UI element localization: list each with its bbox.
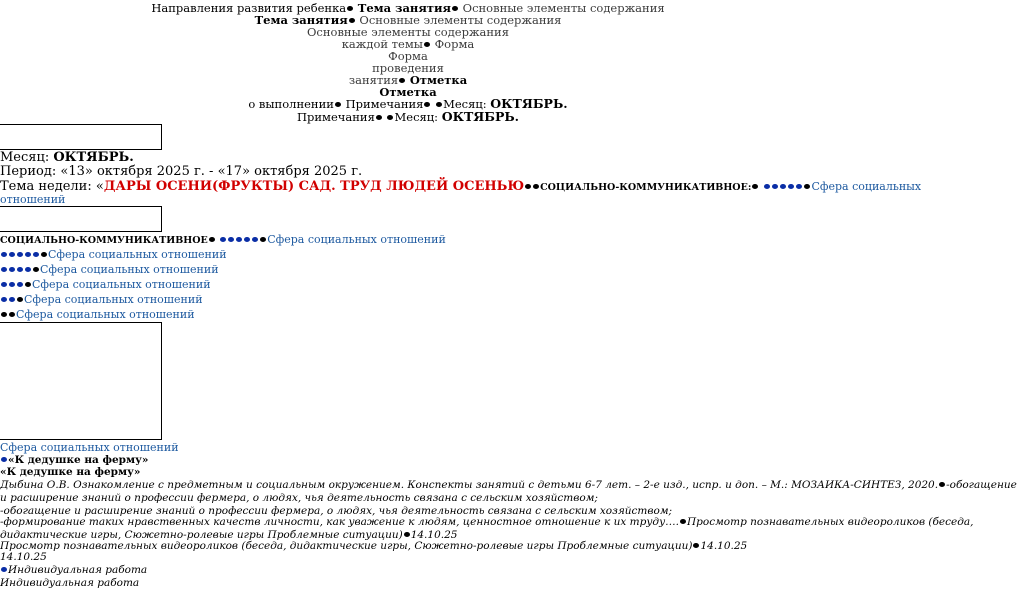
bullet-icon — [764, 184, 770, 189]
bullet-icon — [9, 297, 15, 302]
bullet-icon — [33, 267, 39, 272]
bullet-icon — [693, 543, 699, 548]
social-sphere-link[interactable]: Сфера социальных отношений — [48, 248, 227, 261]
lesson-activity: Просмотр познавательных видеороликов (беседа, дидактические игры, Сюжетно-ролевые игры Проблемные ситуации) — [0, 540, 693, 552]
header-mark: Отметка — [409, 73, 468, 87]
bullet-icon — [525, 184, 531, 189]
empty-cell-box — [0, 124, 162, 150]
header-content: Основные элементы содержания — [359, 13, 562, 27]
social-row — [0, 278, 211, 291]
social-sphere-link[interactable]: Сфера социальных отношений — [24, 293, 203, 306]
bullet-icon — [1, 297, 7, 302]
social-sphere-link[interactable]: Сфера социальных — [811, 180, 922, 193]
lesson-source-line — [0, 479, 1017, 492]
bullet-icon — [1, 567, 7, 572]
header-lesson-topic: Тема занятия — [357, 1, 451, 15]
empty-cell-box — [0, 206, 162, 232]
bullet-icon — [335, 102, 341, 107]
bullet-icon — [25, 267, 31, 272]
lesson-goal: -обогащение и расширение знаний о профессии фермера, о людях, чья деятельность связана с сельским хозяйством; — [0, 505, 673, 517]
header-content: Основные элементы содержания — [462, 1, 665, 15]
bullet-icon — [228, 237, 234, 242]
header-each-topic: каждой темы — [341, 37, 423, 51]
social-row — [0, 293, 203, 306]
individual-work-line — [0, 564, 147, 577]
bullet-icon — [804, 184, 810, 189]
header-month-label: Месяц: — [394, 110, 442, 124]
bullet-icon — [404, 532, 410, 537]
bullet-icon — [939, 482, 945, 487]
lesson-title: «К дедушке на ферму» — [8, 454, 149, 466]
social-sphere-link[interactable]: Сфера социальных отношений — [267, 233, 446, 246]
bullet-icon — [399, 78, 405, 83]
lesson-goal-line — [0, 516, 973, 529]
header-line-6: проведения — [372, 61, 444, 75]
bullet-icon — [533, 184, 539, 189]
period-line: Период: «13» октября 2025 г. - «17» октября 2025 г. — [0, 164, 363, 179]
bullet-icon — [25, 252, 31, 257]
bullet-icon — [1, 312, 7, 317]
lesson-activity: Просмотр познавательных видеороликов (беседа, — [687, 516, 974, 528]
bullet-icon — [752, 184, 758, 189]
lesson-title: «К дедушке на ферму» — [0, 466, 141, 478]
bullet-icon — [260, 237, 266, 242]
month-value: ОКТЯБРЬ. — [53, 150, 134, 165]
lesson-activity: дидактические игры, Сюжетно-ролевые игры Проблемные ситуации) — [0, 529, 403, 541]
lesson-activity-line — [0, 540, 747, 553]
bullet-icon — [796, 184, 802, 189]
header-line-5: Форма — [388, 49, 428, 63]
bullet-icon — [424, 42, 430, 47]
social-sphere-link[interactable]: Сфера социальных отношений — [16, 308, 195, 321]
section-label: СОЦИАЛЬНО-КОММУНИКАТИВНОЕ: — [540, 182, 752, 193]
header-lesson-topic: Тема занятия — [254, 13, 348, 27]
bullet-icon — [347, 6, 353, 11]
bullet-icon — [25, 282, 31, 287]
social-row — [0, 248, 227, 261]
bullet-icon — [1, 252, 7, 257]
header-line-8: Отметка — [379, 85, 437, 99]
bullet-icon — [349, 18, 355, 23]
week-theme-title: ДАРЫ ОСЕНИ(ФРУКТЫ) САД. ТРУД ЛЮДЕЙ ОСЕНЬЮ — [103, 179, 525, 194]
lesson-source: Дыбина О.В. Ознакомление с предметным и социальным окружением. Конспекты занятий с детьми 6-7 лет. – 2-е изд., испр. и доп. – М.: МОЗАИКА-СИНТЕЗ, 2020. — [0, 479, 939, 491]
bullet-icon — [772, 184, 778, 189]
empty-cell-box — [0, 322, 162, 440]
social-row — [0, 308, 195, 321]
header-month-value: ОКТЯБРЬ. — [441, 109, 520, 124]
header-notes: Примечания — [296, 110, 375, 124]
bullet-icon — [252, 237, 258, 242]
lesson-goal: -обогащение — [946, 479, 1017, 491]
bullet-icon — [1, 282, 7, 287]
header-line-10 — [0, 111, 816, 123]
bullet-icon — [9, 312, 15, 317]
bullet-icon — [17, 297, 23, 302]
bullet-icon — [9, 267, 15, 272]
bullet-icon — [387, 115, 393, 120]
bullet-icon — [452, 6, 458, 11]
bullet-icon — [424, 102, 430, 107]
bullet-icon — [9, 282, 15, 287]
lesson-date: 14.10.25 — [0, 551, 47, 563]
bullet-icon — [17, 267, 23, 272]
section-label: СОЦИАЛЬНО-КОММУНИКАТИВНОЕ — [0, 235, 208, 246]
bullet-icon — [17, 282, 23, 287]
bullet-icon — [788, 184, 794, 189]
social-sphere-link[interactable]: Сфера социальных отношений — [32, 278, 211, 291]
header-month-label: Месяц: — [443, 97, 491, 111]
lesson-date: 14.10.25 — [410, 529, 458, 541]
bullet-icon — [236, 237, 242, 242]
lesson-date: 14.10.25 — [700, 540, 748, 552]
social-sphere-link[interactable]: Сфера социальных отношений — [0, 441, 179, 454]
bullet-icon — [1, 457, 7, 462]
bullet-icon — [436, 102, 442, 107]
bullet-icon — [220, 237, 226, 242]
bullet-icon — [1, 267, 7, 272]
social-section-line — [0, 233, 446, 247]
lesson-goal: -формирование таких нравственных качеств личности, как уважение к людям, ценностное отношение к их труду…. — [0, 516, 680, 528]
header-completion: о выполнении — [248, 97, 334, 111]
social-row — [0, 263, 219, 276]
social-sphere-link-cont[interactable]: отношений — [0, 193, 66, 206]
month-line — [0, 151, 134, 165]
bullet-icon — [376, 115, 382, 120]
bullet-icon — [244, 237, 250, 242]
week-theme-line — [0, 180, 921, 195]
week-theme-label: Тема недели: « — [0, 179, 104, 194]
individual-work: Индивидуальная работа — [8, 564, 148, 576]
header-line-3: Основные элементы содержания — [307, 25, 509, 39]
header-notes: Примечания — [345, 97, 424, 111]
bullet-icon — [17, 252, 23, 257]
bullet-icon — [680, 519, 686, 524]
header-lesson: занятия — [348, 73, 399, 87]
bullet-icon — [780, 184, 786, 189]
social-sphere-link[interactable]: Сфера социальных отношений — [40, 263, 219, 276]
header-month-value: ОКТЯБРЬ. — [490, 96, 568, 111]
lesson-title-line — [0, 453, 148, 467]
bullet-icon — [41, 252, 47, 257]
lesson-goal: и расширение знаний о профессии фермера, о людях, чья деятельность связана с сельским хозяйством; — [0, 492, 598, 504]
bullet-icon — [33, 252, 39, 257]
month-label: Месяц: — [0, 150, 54, 165]
header-line-9 — [0, 98, 816, 110]
header-direction: Направления развития ребенка — [151, 1, 347, 15]
individual-work: Индивидуальная работа — [0, 577, 140, 589]
header-form: Форма — [434, 37, 475, 51]
bullet-icon — [209, 237, 215, 242]
bullet-icon — [9, 252, 15, 257]
